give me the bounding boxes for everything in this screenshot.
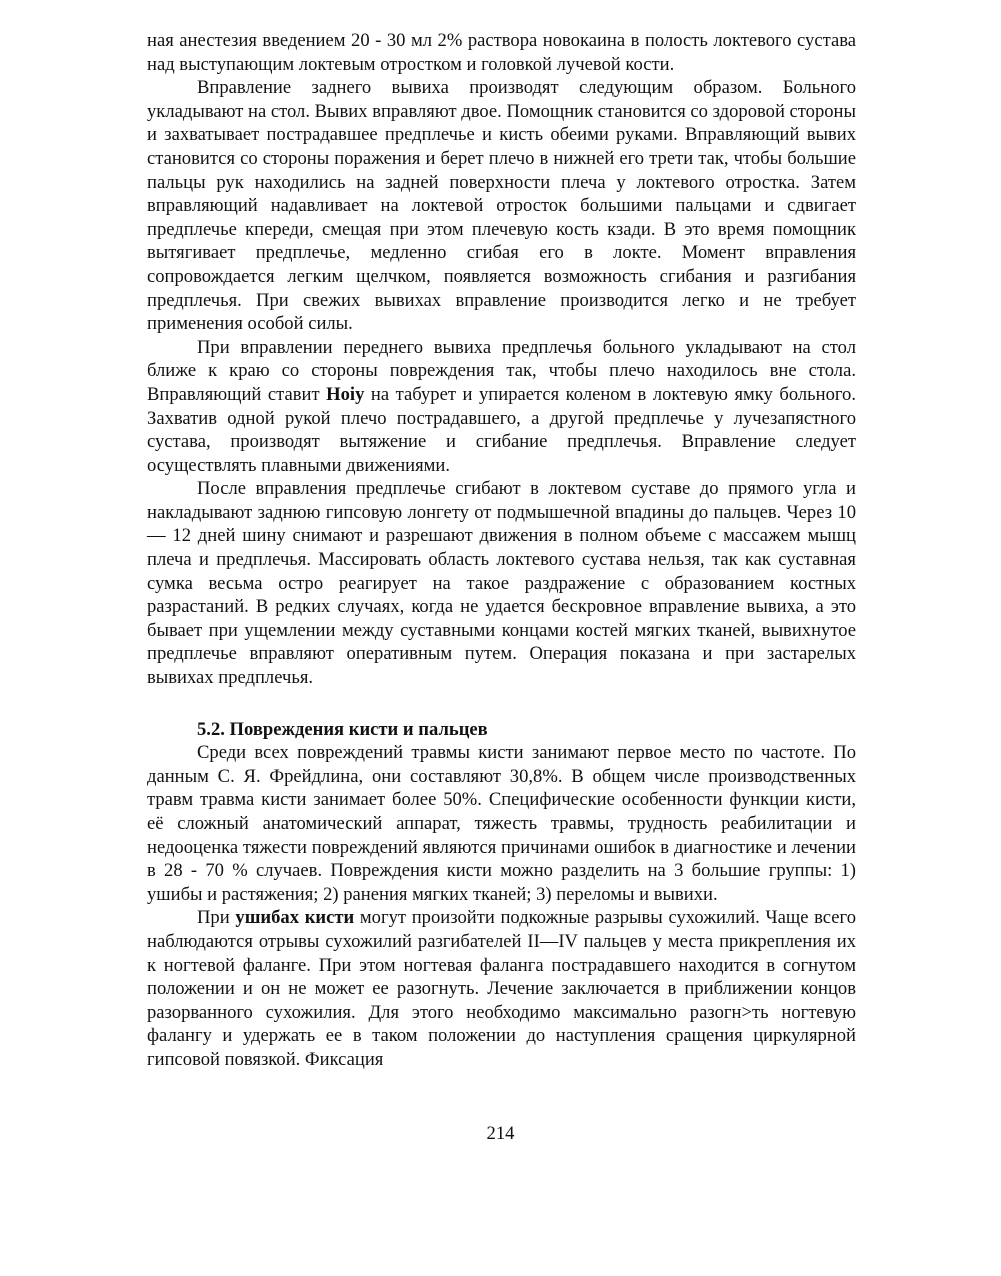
paragraph-anterior-dislocation — [147, 336, 856, 478]
section-heading: 5.2. Повреждения кисти и пальцев — [197, 718, 488, 740]
paragraph-after-reduction — [147, 477, 856, 689]
paragraph-text: ная анестезия введением 20 - 30 мл 2% раствора новокаина в полость локтевого сустава над выступающим локтевым отростком и головкой лучевой кости. — [147, 30, 856, 75]
paragraph-hand-injuries-overview — [147, 741, 856, 906]
bold-term: ушибах кисти — [235, 907, 355, 929]
page-number: 214 — [486, 1123, 515, 1144]
paragraph-text: При — [197, 907, 236, 929]
paragraph-text: Вправление заднего вывиха производят следующим образом. Больного укладывают на стол. Вывих вправляют двое. Помощник становится со здоровой стороны и захватывает пострадавшее предплечье и кисть обеими руками. Вправляющий вывих становится со стороны поражения и берет плечо в нижней его трети так, чтобы большие пальцы рук находились на задней поверхности плеча у локтевого отростка. Затем вправляющий надавливает на локтевой отросток большими пальцами и сдвигает предплечье кпереди, смещая при этом плечевую кость кзади. В это время помощник вытягивает предплечье, медленно сгибая его в локте. Момент вправления сопровождается легким щелчком, появляется возможность сгибания и разгибания предплечья. При свежих вывихах вправление производится легко и не требует применения особой силы. — [147, 77, 857, 335]
paragraph-text: Среди всех повреждений травмы кисти занимают первое место по частоте. По данным С. Я. Фрейдлина, они составляют 30,8%. В общем числе производственных травм травма кисти занимает более 50%. Специфические особенности функции кисти, её сложный анатомический аппарат, тяжесть травмы, трудность реабилитации и недооценка тяжести повреждений являются причинами ошибок в диагностике и лечении в 28 - 70 % случаев. Повреждения кисти можно разделить на 3 большие группы: 1) ушибы и растяжения; 2) ранения мягких тканей; 3) переломы и вывихи. — [147, 742, 856, 905]
paragraph-text: могут произойти подкожные разрывы сухожилий. Чаще всего наблюдаются отрывы сухожилий разгибателей II—IV пальцев у места прикрепления их к ногтевой фаланге. При этом ногтевая фаланга пострадавшего находится в согнутом положении и он не может ее разогнуть. Лечение заключается в приближении концов разорванного сухожилия. Для этого необходимо максимально разогн>ть ногтевую фалангу и удержать ее в таком положении до наступления сращения циркулярной гипсовой повязкой. Фиксация — [147, 907, 857, 1070]
paragraph-text: После вправления предплечье сгибают в локтевом суставе до прямого угла и накладывают заднюю гипсовую лонгету от подмышечной впадины до пальцев. Через 10— 12 дней шину снимают и разрешают движения в полном объеме с массажем мышц плеча и предплечья. Массировать область локтевого сустава нельзя, так как суставная сумка весьма остро реагирует на такое раздражение с образованием костных разрастаний. В редких случаях, когда не удается бескровное вправление вывиха, а это бывает при ущемлении между суставными концами костей мягких тканей, вывихнутое предплечье вправляют оперативным путем. Операция показана и при застарелых вывихах предплечья. — [147, 478, 856, 689]
bold-term: Hoiy — [326, 383, 365, 405]
paragraph-posterior-dislocation — [147, 76, 856, 336]
paragraph-text: При вправлении переднего вывиха предплечья больного укладывают на стол ближе к краю со стороны повреждения так, чтобы плечо находилось вне стола. Вправляющий ставит — [147, 336, 856, 405]
paragraph-text: на табурет и упирается коленом в локтевую ямку больного. Захватив одной рукой плечо пострадавшего, а другой предплечье у лучезапястного сустава, производят вытяжение и сгибание предплечья. Вправление следует осуществлять плавными движениями. — [147, 383, 856, 476]
paragraph-hand-contusions — [147, 906, 856, 1071]
paragraph-anesthesia — [147, 29, 856, 76]
